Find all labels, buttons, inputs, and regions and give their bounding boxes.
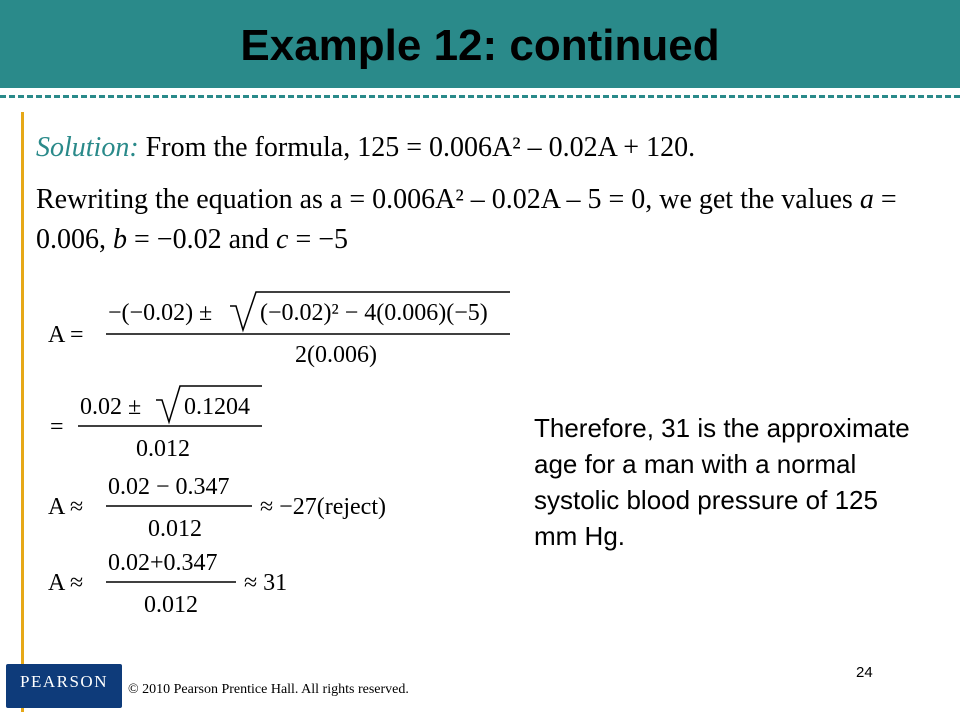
eq3-denominator: 0.012: [148, 516, 202, 542]
eq2-numerator-left: 0.02 ±: [80, 394, 142, 420]
pearson-logo: [6, 664, 122, 708]
eq1-radicand: (−0.02)² − 4(0.006)(−5): [260, 300, 488, 326]
value-b: = −0.02 and: [127, 224, 277, 255]
value-a: = 0.006,: [36, 184, 897, 255]
solution-label: Solution:: [36, 132, 139, 163]
eq2-radicand: 0.1204: [184, 394, 250, 420]
rewrite-text: Rewriting the equation as a = 0.006A² – 0.02A – 5 = 0, we get the values: [36, 184, 860, 215]
var-b: b: [113, 224, 127, 255]
eq4-denominator: 0.012: [144, 592, 198, 618]
var-a: a: [859, 184, 874, 215]
eq4-lhs: A ≈: [48, 570, 84, 596]
eq2-denominator: 0.012: [136, 436, 190, 462]
solution-intro: From the formula,: [145, 132, 351, 163]
eq1-lhs: A =: [48, 322, 84, 348]
value-c: = −5: [288, 224, 349, 255]
eq1-numerator-left: −(−0.02) ±: [108, 300, 213, 326]
eq3-numerator: 0.02 − 0.347: [108, 474, 230, 500]
left-accent-rule: [21, 112, 24, 712]
solution-line: [36, 128, 695, 168]
eq4-numerator: 0.02+0.347: [108, 550, 218, 576]
slide-title: Example 12: continued: [240, 21, 720, 70]
copyright-notice: © 2010 Pearson Prentice Hall. All rights reserved.: [128, 682, 409, 697]
quadratic-formula-work: [40, 276, 510, 626]
eq2-lhs: =: [50, 414, 64, 440]
eq3-rhs: ≈ −27(reject): [260, 494, 386, 520]
eq4-rhs: ≈ 31: [244, 570, 288, 596]
conclusion-text: Therefore, 31 is the approximate age for a man with a normal systolic blood pressure of 125 mm Hg.: [534, 413, 910, 551]
solution-equation: 125 = 0.006A² – 0.02A + 120.: [357, 132, 696, 163]
eq3-lhs: A ≈: [48, 494, 84, 520]
var-c: c: [276, 224, 289, 255]
page-number: 24: [856, 664, 873, 681]
eq1-denominator: 2(0.006): [295, 342, 377, 368]
dashed-divider: [0, 95, 960, 98]
logo-text: PEARSON: [20, 672, 108, 691]
rewrite-paragraph: [36, 180, 948, 260]
